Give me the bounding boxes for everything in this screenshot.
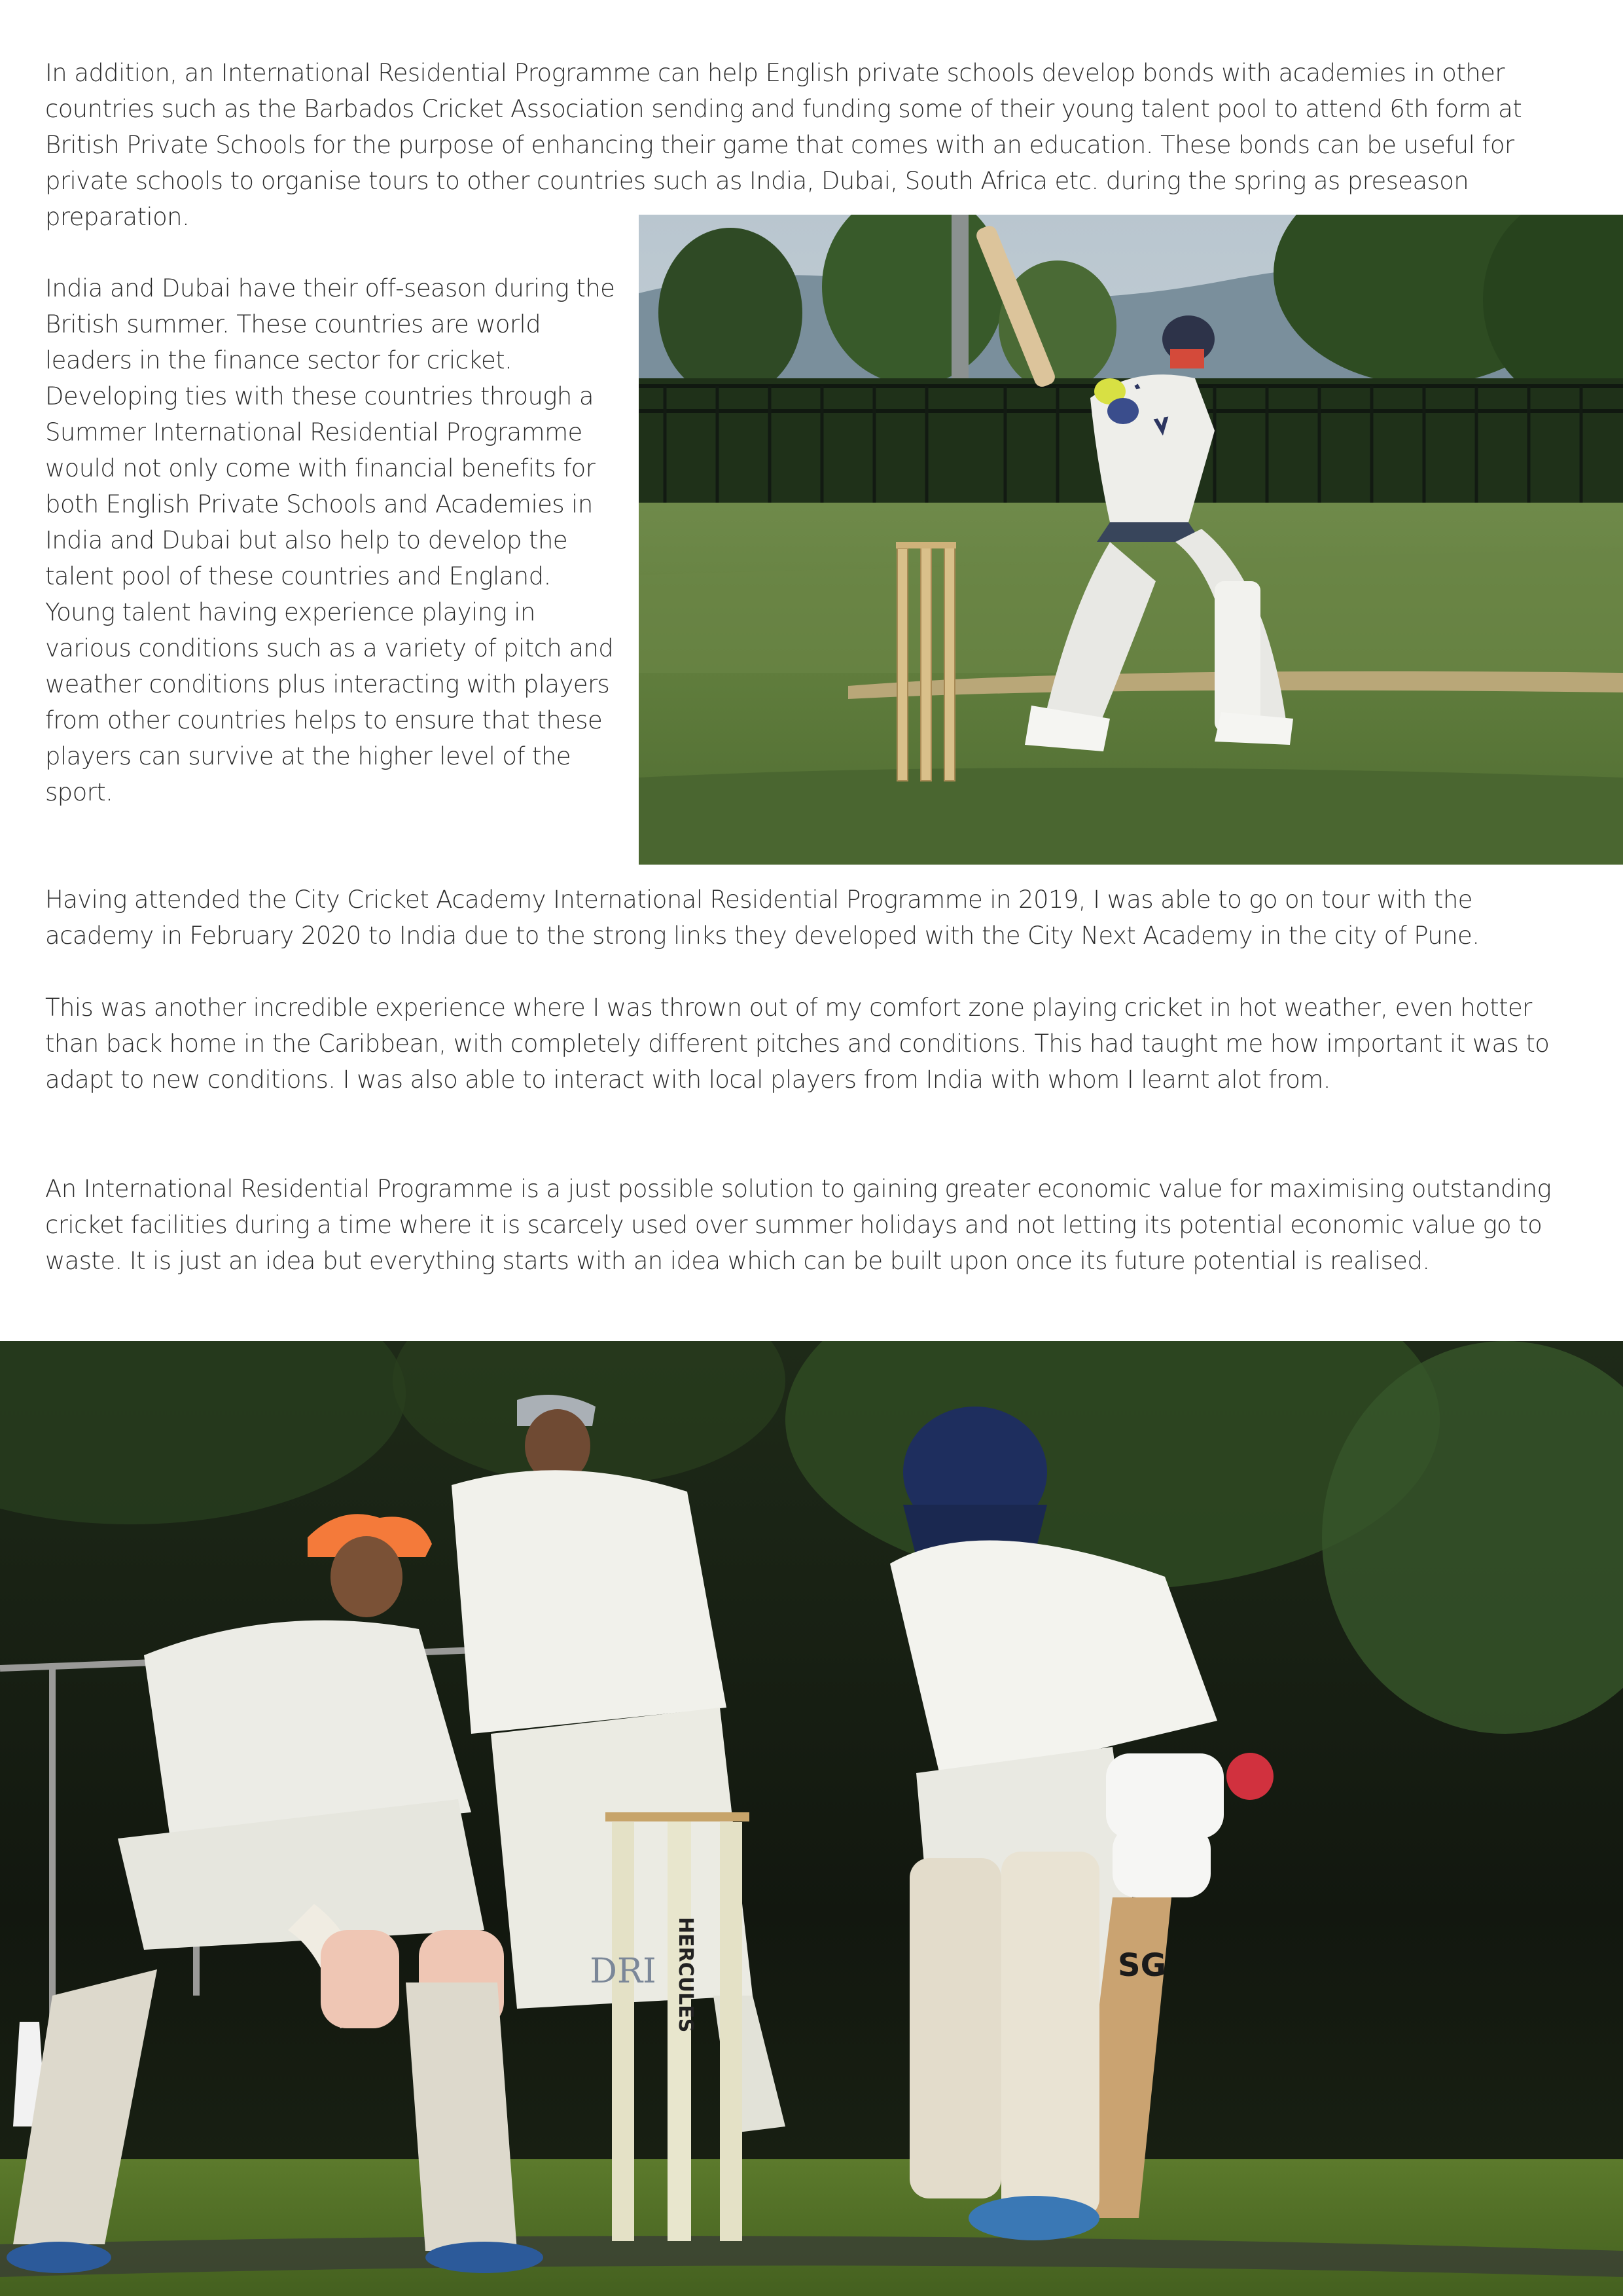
fielders-photo (0, 1341, 1623, 2296)
svg-text:SG: SG (1118, 1947, 1166, 1984)
conclusion-paragraph: An International Residential Programme is a just possible solution to gaining greater economic value for maximising outstanding cricket facilities during a time where it is scarcely used over summer holidays and not letting its potential economic value go to waste. It is just an idea but everything starts with an idea which can be built upon once its future potential is realised. (45, 1175, 1552, 1275)
off-season-paragraph: India and Dubai have their off-season during the British summer. These countries are world leaders in the finance sector for cricket. Developing ties with these countries through a Summer International Residential Programme would not only come with financial benefits for both English Private Schools and Academies in India and Dubai but also help to develop the talent pool of these countries and England. Young talent having experience playing in various conditions such as a variety of pitch and weather conditions plus interacting with players from other countries helps to ensure that these players can survive at the higher level of the sport. (45, 274, 615, 806)
experience-paragraph: This was another incredible experience where I was thrown out of my comfort zone playing cricket in hot weather, even hotter than back home in the Caribbean, with completely different pitches and conditions. This had taught me how important it was to adapt to new conditions. I was also able to interact with local players from India with whom I learnt alot from. (45, 994, 1550, 1094)
intro-paragraph: In addition, an International Residential Programme can help English private schools develop bonds with academies in other countries such as the Barbados Cricket Association sending and funding some of their young talent pool to attend 6th form at British Private Schools for the purpose of enhancing their game that comes with an education. These bonds can be useful for private schools to organise tours to other countries such as India, Dubai, South Africa etc. during the spring as preseason preparation. (45, 59, 1522, 231)
batsman-photo (639, 215, 1623, 865)
svg-text:HERCULES: HERCULES (674, 1917, 697, 2033)
batsman-photo-illustration (639, 215, 1623, 865)
svg-text:DRI: DRI (590, 1952, 656, 1991)
stumps-fielders (590, 1812, 749, 2241)
tour-paragraph: Having attended the City Cricket Academy International Residential Programme in 2019, I was able to go on tour with the academy in February 2020 to India due to the strong links they developed with the City Next Academy in the city of Pune. (45, 886, 1480, 950)
fielders-photo-illustration (0, 1341, 1623, 2296)
